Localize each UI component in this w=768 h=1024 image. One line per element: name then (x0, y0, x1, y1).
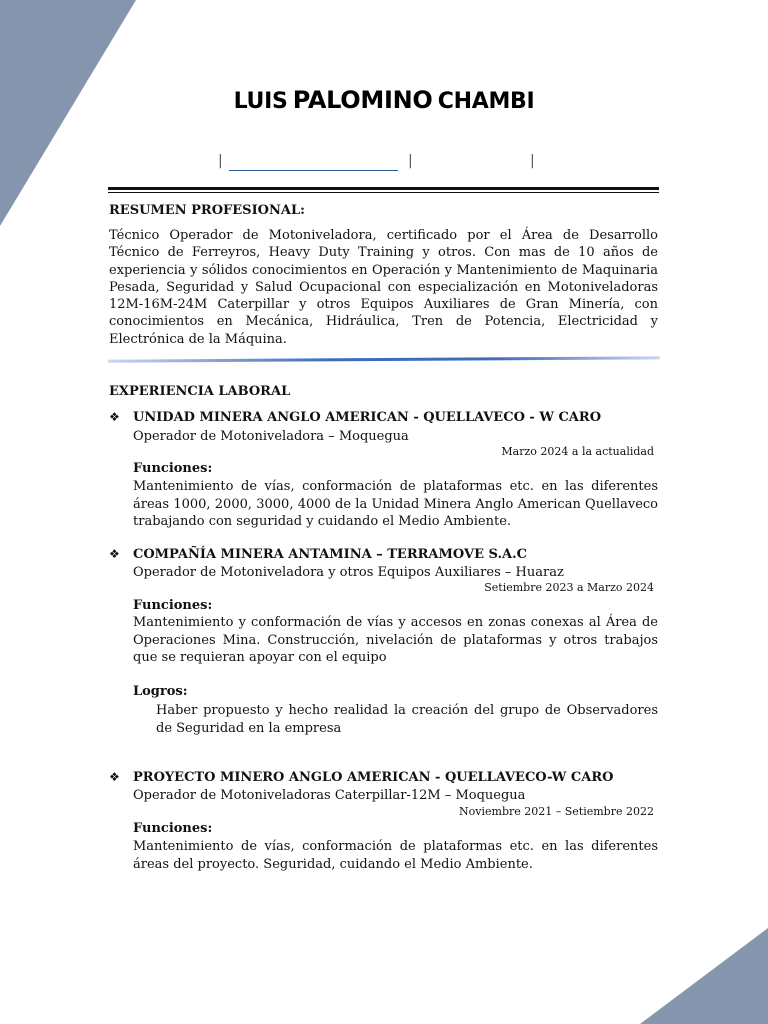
achievements-label: Logros: (133, 684, 188, 699)
functions-text: Mantenimiento de vías, conformación de plataformas etc. en las diferentes áreas 1000, 2000, 3000, 4000 de la Unidad Minera Anglo American Quellaveco trabajando con seguridad y cuidando el Medio Ambiente. (133, 479, 658, 529)
diamond-bullet-icon: ❖ (109, 547, 120, 561)
corner-decoration-bottom (640, 928, 768, 1024)
job-company (109, 547, 527, 562)
job-role: Operador de Motoniveladora y otros Equipos Auxiliares – Huaraz (133, 565, 564, 580)
contact-row (214, 153, 544, 173)
job-role: Operador de Motoniveladoras Caterpillar-12M – Moquegua (133, 788, 526, 803)
experience-title: EXPERIENCIA LABORAL (109, 384, 291, 399)
separator: | (408, 153, 413, 169)
job-company (109, 410, 601, 425)
functions-label: Funciones: (133, 821, 213, 836)
diamond-bullet-icon: ❖ (109, 770, 120, 784)
functions-label: Funciones: (133, 598, 213, 613)
job-role: Operador de Motoniveladora – Moquegua (133, 429, 409, 444)
job-dates: Setiembre 2023 a Marzo 2024 (484, 581, 654, 594)
functions-text: Mantenimiento y conformación de vías y accesos en zonas conexas al Área de Operaciones Mina. Construcción, nivelación de plataformas y otros trabajos que se requieran apoyar con el equipo (133, 615, 658, 665)
functions-label: Funciones: (133, 461, 213, 476)
section-divider (108, 356, 660, 362)
job-dates: Marzo 2024 a la actualidad (501, 445, 654, 458)
name-middle: PALOMINO (292, 86, 433, 114)
header-divider (108, 187, 659, 190)
name-first: LUIS (233, 89, 288, 114)
diamond-bullet-icon: ❖ (109, 410, 120, 424)
name-last: CHAMBI (437, 89, 535, 114)
email-link[interactable] (229, 170, 398, 171)
header-divider-thin (108, 192, 659, 193)
company-name: UNIDAD MINERA ANGLO AMERICAN - QUELLAVECO - W CARO (133, 410, 602, 425)
separator: | (218, 153, 223, 169)
company-name: PROYECTO MINERO ANGLO AMERICAN - QUELLAVECO-W CARO (133, 770, 614, 785)
functions-text: Mantenimiento de vías, conformación de plataformas etc. en las diferentes áreas del proyecto. Seguridad, cuidando el Medio Ambiente. (133, 839, 658, 872)
candidate-name (0, 86, 768, 114)
achievements-text: Haber propuesto y hecho realidad la creación del grupo de Observadores de Seguridad en la empresa (156, 703, 658, 736)
job-dates: Noviembre 2021 – Setiembre 2022 (459, 805, 654, 818)
summary-text: Técnico Operador de Motoniveladora, certificado por el Área de Desarrollo Técnico de Ferreyros, Heavy Duty Training y otros. Con mas de 10 años de experiencia y sólidos conocimientos en Operación y Mantenimiento de Maquinaria Pesada, Seguridad y Salud Ocupacional con especialización en Motoniveladoras 12M-16M-24M Caterpillar y otros Equipos Auxiliares de Gran Minería, con conocimientos en Mecánica, Hidráulica, Tren de Potencia, Electricidad y Electrónica de la Máquina. (109, 228, 658, 347)
summary-title: RESUMEN PROFESIONAL: (109, 203, 305, 218)
company-name: COMPAÑÍA MINERA ANTAMINA – TERRAMOVE S.A.C (133, 547, 527, 562)
separator: | (530, 153, 535, 169)
job-company (109, 770, 613, 785)
